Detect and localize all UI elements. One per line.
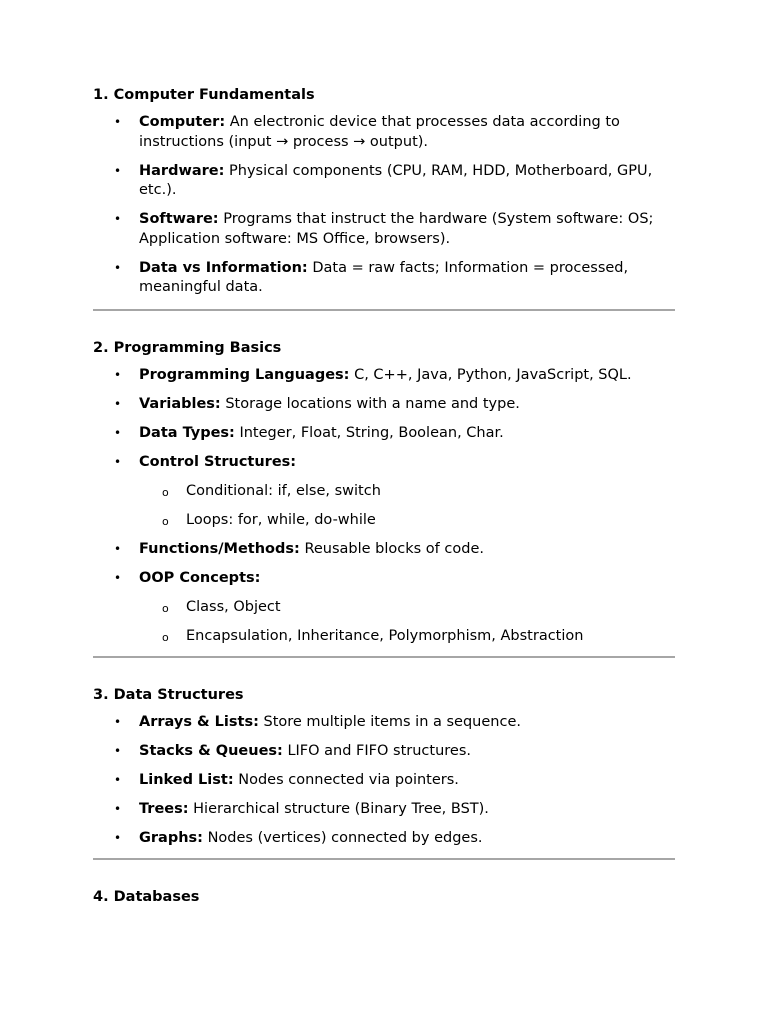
section-divider [93,309,675,311]
sub-list [139,482,675,531]
item-term: Trees: [139,800,189,817]
item-term: Programming Languages: [139,366,350,383]
list-item [93,113,675,152]
bullet-icon: • [114,541,122,556]
item-term: Stacks & Queues: [139,742,283,759]
bullet-icon: • [114,801,122,816]
item-text: Nodes connected via pointers. [238,771,459,788]
item-term: Software: [139,211,219,227]
list-item [93,771,675,791]
bullet-icon: • [114,454,122,469]
bullet-icon: • [114,714,122,729]
item-term: Arrays & Lists: [139,713,259,730]
section-programming-basics [93,338,675,647]
section-heading: 2. Programming Basics [93,339,282,356]
item-term: Control Structures: [139,453,297,470]
sub-item-text: Class, Object [186,598,281,615]
item-term: OOP Concepts: [139,569,261,586]
item-text: Store multiple items in a sequence. [263,713,521,730]
item-term: Hardware: [139,162,225,179]
list-item [93,162,675,201]
bullet-icon: • [114,260,122,275]
list-item [93,742,675,762]
bullet-icon: • [114,570,122,585]
item-text: Physical components (CPU, RAM, HDD, Motherboard, GPU, etc.). [139,162,653,198]
list-item [93,569,675,647]
item-text: LIFO and FIFO structures. [287,742,472,759]
section-computer-fundamentals [93,85,675,298]
circle-bullet-icon: o [162,485,169,499]
document-page [93,85,675,915]
bullet-icon: • [114,425,122,440]
circle-bullet-icon: o [162,514,169,528]
bullet-list [93,113,675,298]
bullet-icon: • [114,212,122,226]
section-data-structures [93,685,675,849]
section-databases [93,887,675,907]
circle-bullet-icon: o [162,601,169,615]
item-text: An electronic device that processes data according to instructions (input → process → output). [139,114,620,150]
item-term: Data Types: [139,424,235,441]
sub-list-item [139,482,675,502]
item-text: Reusable blocks of code. [304,540,484,557]
item-term: Graphs: [139,829,203,846]
section-heading: 3. Data Structures [93,686,244,703]
item-text: Integer, Float, String, Boolean, Char. [239,424,504,441]
list-item [93,259,675,298]
item-text: Nodes (vertices) connected by edges. [207,829,483,846]
item-text: Data = raw facts; Information = processed, meaningful data. [139,259,629,295]
circle-bullet-icon: o [162,630,169,644]
item-text: Storage locations with a name and type. [225,395,520,412]
list-item [93,800,675,820]
sub-list-item [139,598,675,618]
item-term: Computer: [139,114,226,130]
sub-item-text: Encapsulation, Inheritance, Polymorphism, Abstraction [186,627,584,644]
section-divider [93,656,675,658]
list-item [93,829,675,849]
sub-item-text: Conditional: if, else, switch [186,482,381,499]
bullet-icon: • [114,367,122,382]
sub-item-text: Loops: for, while, do-while [186,511,376,528]
item-text: C, C++, Java, Python, JavaScript, SQL. [354,366,632,383]
bullet-icon: • [114,772,122,787]
item-term: Linked List: [139,771,234,788]
section-divider [93,858,675,860]
bullet-list [93,366,675,647]
sub-list-item [139,627,675,647]
list-item [93,453,675,531]
sub-list-item [139,511,675,531]
item-term: Functions/Methods: [139,540,300,557]
item-term: Data vs Information: [139,259,308,276]
list-item [93,395,675,415]
bullet-icon: • [114,830,122,845]
section-heading: 4. Databases [93,888,200,905]
item-term: Variables: [139,395,221,412]
list-item [93,366,675,386]
section-heading: 1. Computer Fundamentals [93,87,315,103]
list-item [93,713,675,733]
sub-list [139,598,675,647]
bullet-icon: • [114,743,122,758]
item-text: Hierarchical structure (Binary Tree, BST). [193,800,489,817]
bullet-icon: • [114,163,122,178]
bullet-list [93,713,675,849]
bullet-icon: • [114,396,122,411]
list-item [93,424,675,444]
item-text: Programs that instruct the hardware (System software: OS; Application software: MS Office, browsers). [139,211,654,247]
list-item [93,210,675,249]
bullet-icon: • [114,115,122,129]
list-item [93,540,675,560]
